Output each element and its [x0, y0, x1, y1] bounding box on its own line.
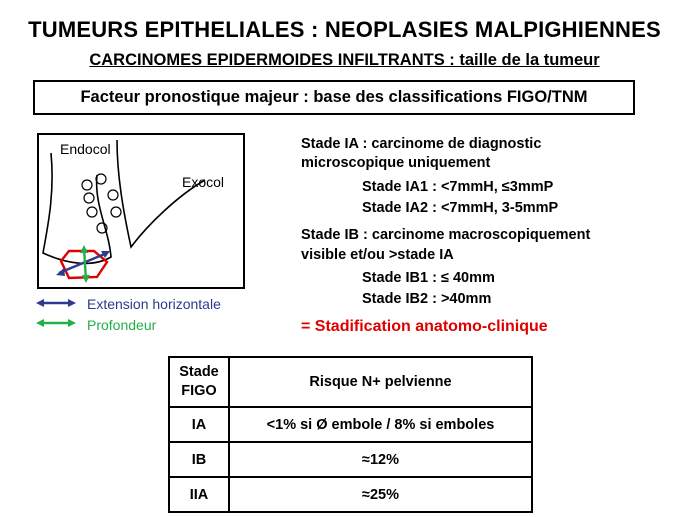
cervix-drawing [39, 135, 243, 287]
exocol-label: Exocol [182, 174, 225, 190]
legend-arrows [35, 296, 77, 330]
stage-ia1-text: Stade IA1 : <7mmH, ≤3mmP [362, 179, 554, 195]
endocol-wall [43, 153, 111, 263]
table-cell-risk: ≈12% [229, 442, 532, 477]
table-cell-stage: IA [169, 407, 229, 442]
gland-circle [87, 207, 97, 217]
stage-ia-text: Stade IA : carcinome de diagnostic [301, 136, 542, 152]
boxed-statement: Facteur pronostique majeur : base des classifications FIGO/TNM [33, 80, 635, 115]
header-stade-label: Stade [179, 364, 219, 380]
stage-ib-text: Stade IB : carcinome macroscopiquement [301, 227, 591, 243]
header-risk: Risque N+ pelvienne [229, 357, 532, 407]
table-cell-stage: IIA [169, 477, 229, 512]
stage-ib1-text: Stade IB1 : ≤ 40mm [362, 270, 495, 286]
exocol-wall [117, 140, 205, 247]
table-cell-risk: ≈25% [229, 477, 532, 512]
stage-ia-text-line2: microscopique uniquement [301, 155, 491, 171]
slide-title: TUMEURS EPITHELIALES : NEOPLASIES MALPIGHIENNES [28, 17, 661, 42]
table-row [169, 477, 532, 512]
arrow-head-icon [68, 319, 76, 327]
stadification-conclusion: = Stadification anatomo-clinique [301, 318, 548, 335]
table-row [169, 407, 532, 442]
stage-ib-text-line2: visible et/ou >stade IA [301, 247, 454, 263]
gland-circle [84, 193, 94, 203]
table-cell-risk: <1% si Ø embole / 8% si emboles [229, 407, 532, 442]
header-stade-figo [169, 357, 229, 407]
arrow-head-icon [82, 275, 90, 283]
cervix-diagram [37, 133, 245, 289]
header-figo-label: FIGO [181, 383, 217, 399]
table-cell-stage: IB [169, 442, 229, 477]
gland-circle [108, 190, 118, 200]
legend-horizontal-label: Extension horizontale [87, 296, 221, 312]
endocol-label: Endocol [60, 141, 111, 157]
figo-risk-table [168, 356, 533, 513]
table-header-row [169, 357, 532, 407]
slide-subtitle: CARCINOMES EPIDERMOIDES INFILTRANTS : taille de la tumeur [89, 51, 600, 69]
arrow-head-icon [80, 245, 88, 253]
arrow-head-icon [68, 299, 76, 307]
stage-ib2-text: Stade IB2 : >40mm [362, 291, 492, 307]
legend-depth-label: Profondeur [87, 317, 157, 333]
stage-ia2-text: Stade IA2 : <7mmH, 3-5mmP [362, 200, 559, 216]
arrow-head-icon [56, 268, 65, 276]
arrow-head-icon [36, 319, 44, 327]
table-row [169, 442, 532, 477]
gland-circle [111, 207, 121, 217]
gland-circle [82, 180, 92, 190]
arrow-head-icon [36, 299, 44, 307]
